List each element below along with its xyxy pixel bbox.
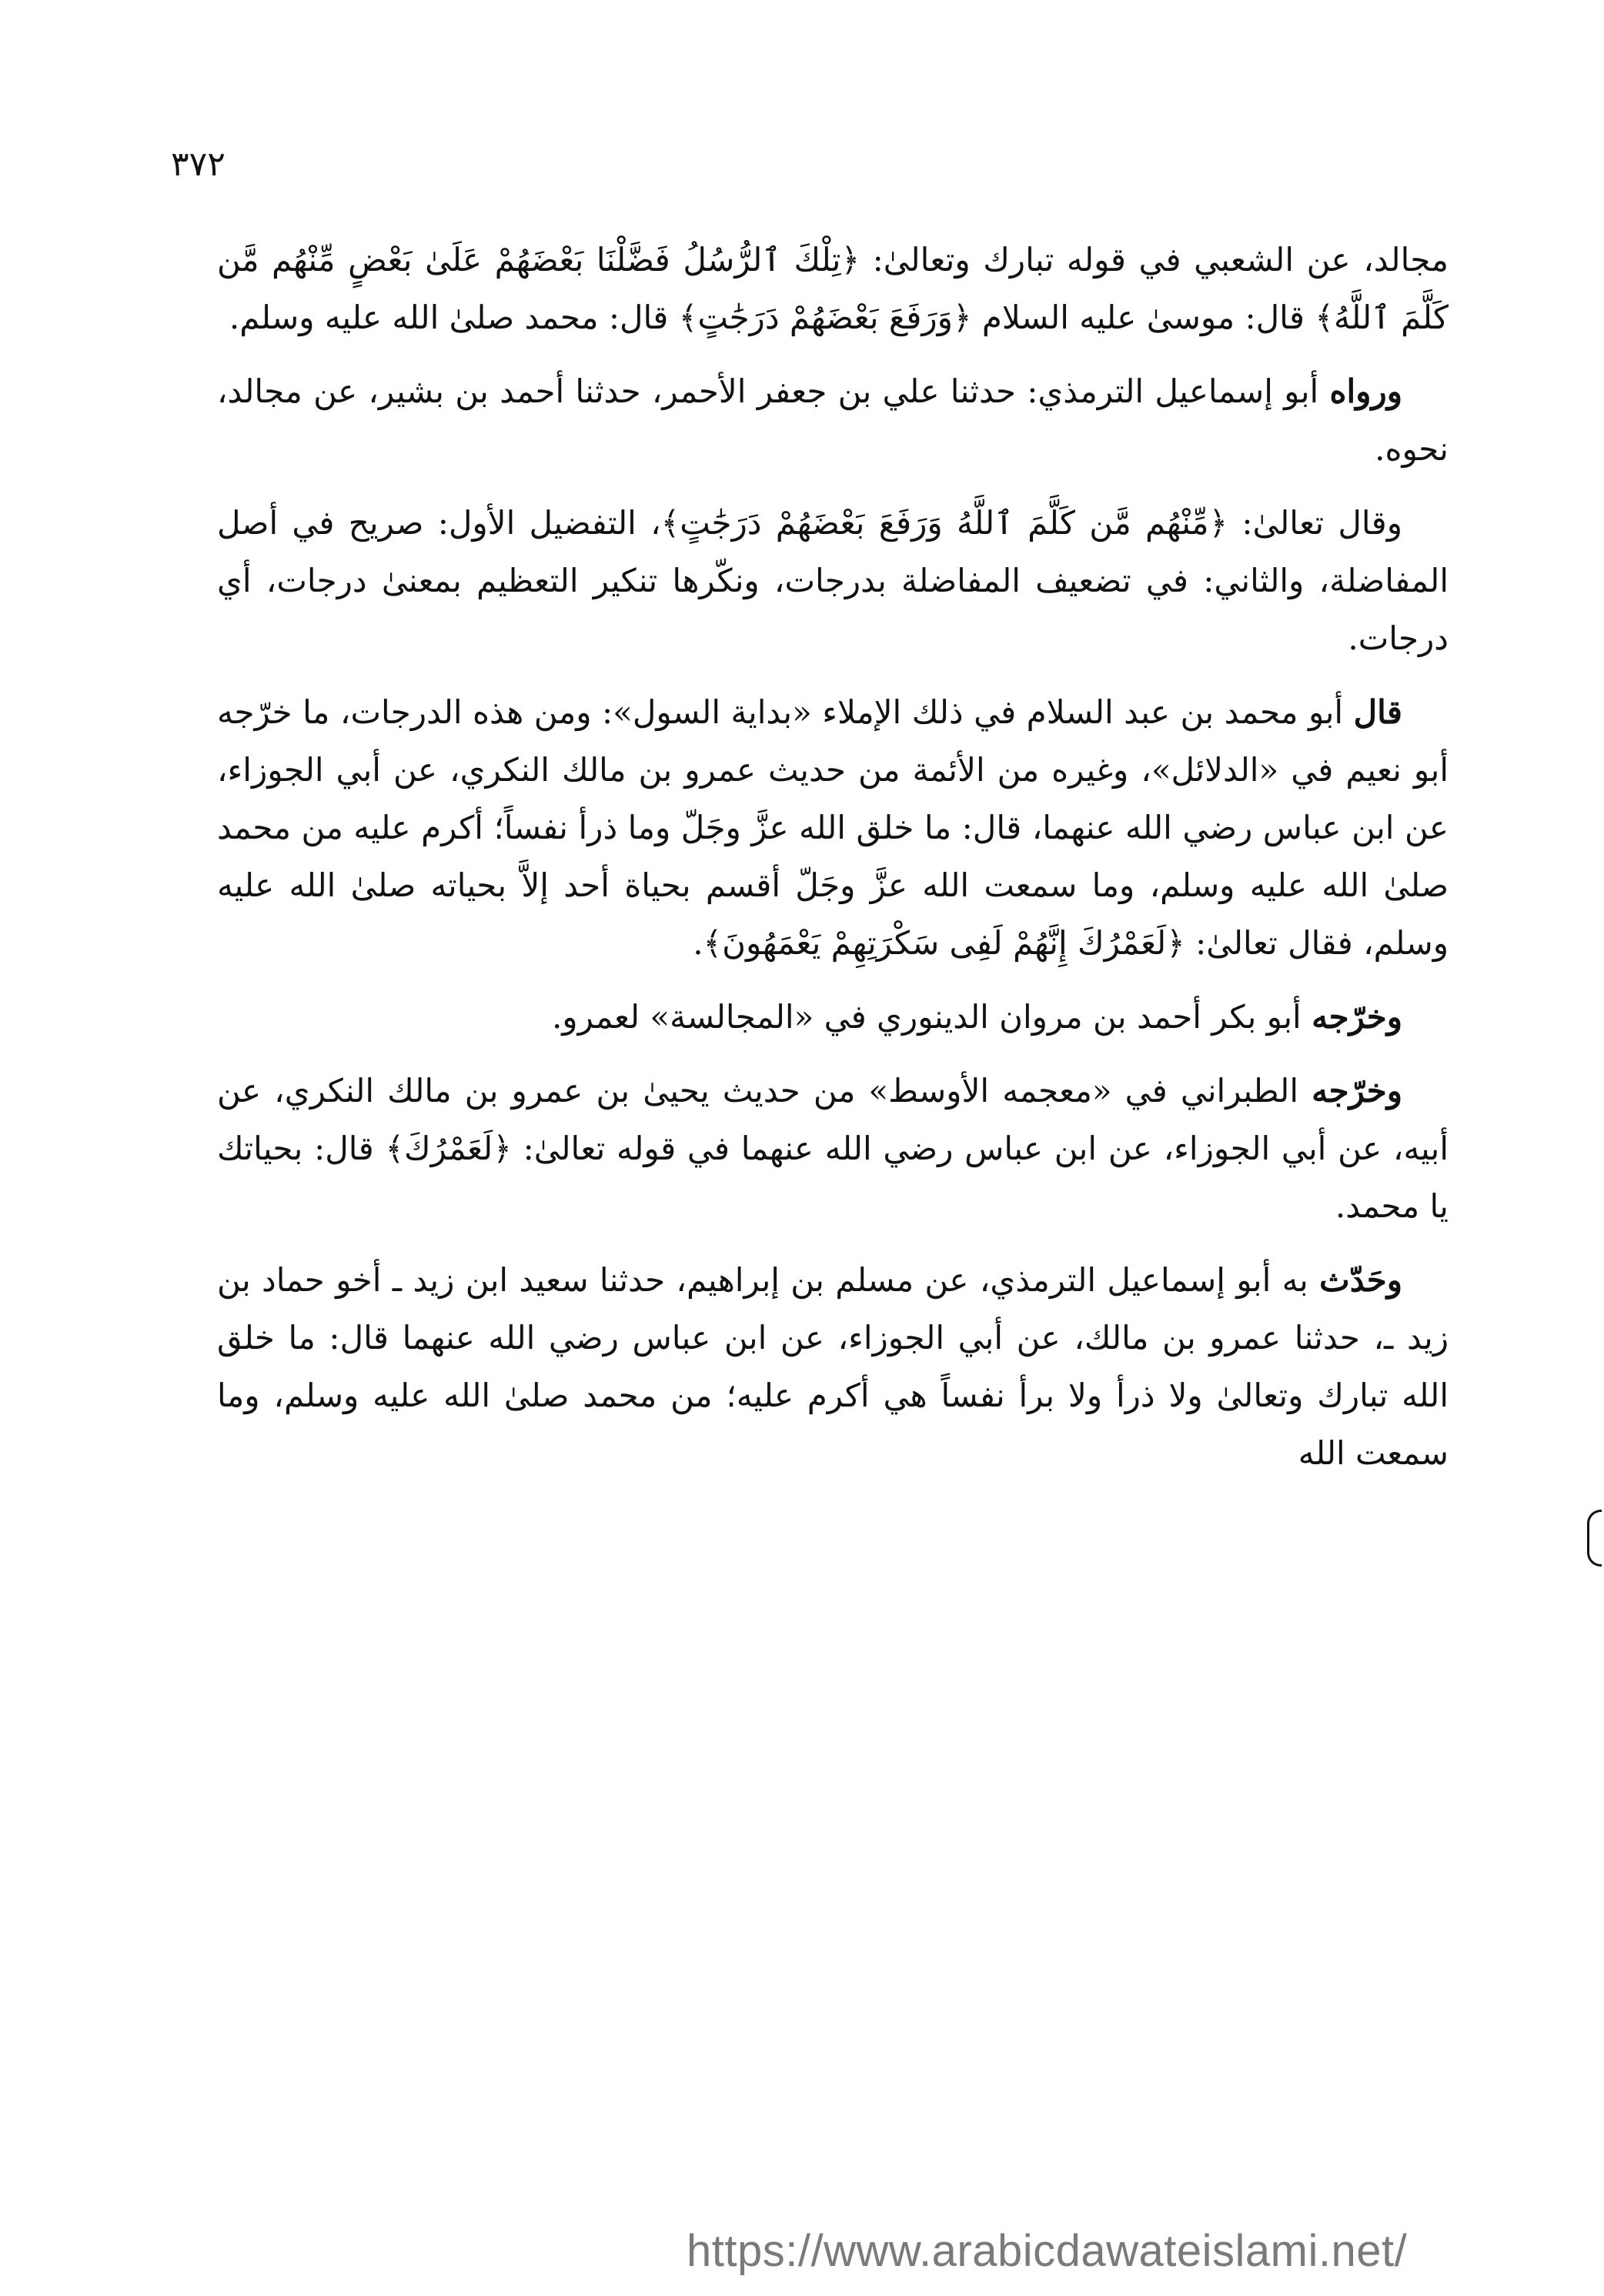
paragraph-lead: وخرّجه [1312,1072,1402,1110]
paragraph-7 [217,1251,1449,1482]
paragraph-text: الطبراني في «معجمه الأوسط» من حديث يحيىٰ بن عمرو بن مالك النكري، عن أبيه، عن أبي الجوزاء، عن ابن عباس رضي الله عنهما في قوله تعالىٰ: ﴿لَعَمْرُكَ﴾ قال: بحياتك يا محمد. [217,1072,1449,1225]
main-text [217,231,1449,1498]
paragraph-6 [217,1062,1449,1235]
paragraph-5 [217,988,1449,1046]
paragraph-2 [217,362,1449,478]
paragraph-lead: وحَدّث [1319,1261,1402,1299]
paragraph-1 [217,231,1449,346]
url-watermark: https://www.arabicdawateislami.net/ [687,2226,1408,2276]
paragraph-lead: قال [1353,693,1402,731]
binding-edge-mark [1587,1510,1602,1567]
paragraph-text: به أبو إسماعيل الترمذي، عن مسلم بن إبراهيم، حدثنا سعيد ابن زيد ـ أخو حماد بن زيد ـ، حدثنا عمرو بن مالك، عن أبي الجوزاء، عن ابن عباس رضي الله عنهما قال: ما خلق الله تبارك وتعالىٰ ولا ذرأ ولا برأ نفساً هي أكرم عليه؛ من محمد صلىٰ الله عليه وسلم، وما سمعت الله [217,1261,1449,1472]
paragraph-3 [217,494,1449,667]
paragraph-text: وقال تعالىٰ: ﴿مِّنْهُم مَّن كَلَّمَ ٱللَّهُ وَرَفَعَ بَعْضَهُمْ دَرَجَٰتٍ﴾، التفضيل الأول: صريح في أصل المفاضلة، والثاني: في تضعيف المفاضلة بدرجات، ونكّرها تنكير التعظيم بمعنىٰ درجات، أي درجات. [217,504,1449,657]
page-number: ٣٧٢ [171,145,226,184]
paragraph-lead: وخرّجه [1312,998,1402,1036]
paragraph-text: مجالد، عن الشعبي في قوله تبارك وتعالىٰ: ﴿تِلْكَ ٱلرُّسُلُ فَضَّلْنَا بَعْضَهُمْ عَلَىٰ بَعْضٍ مِّنْهُم مَّن كَلَّمَ ٱللَّهُ﴾ قال: موسىٰ عليه السلام ﴿وَرَفَعَ بَعْضَهُمْ دَرَجَٰتٍ﴾ قال: محمد صلىٰ الله عليه وسلم. [217,241,1449,336]
paragraph-4 [217,683,1449,972]
paragraph-text: أبو محمد بن عبد السلام في ذلك الإملاء «بداية السول»: ومن هذه الدرجات، ما خرّجه أبو نعيم في «الدلائل»، وغيره من الأئمة من حديث عمرو بن مالك النكري، عن أبي الجوزاء، عن ابن عباس رضي الله عنهما، قال: ما خلق الله عزَّ وجَلّ وما ذرأ نفساً؛ أكرم عليه من محمد صلىٰ الله عليه وسلم، وما سمعت الله عزَّ وجَلّ أقسم بحياة أحد إلاَّ بحياته صلىٰ الله عليه وسلم، فقال تعالىٰ: ﴿لَعَمْرُكَ إِنَّهُمْ لَفِى سَكْرَتِهِمْ يَعْمَهُونَ﴾. [217,693,1449,962]
paragraph-text: أبو إسماعيل الترمذي: حدثنا علي بن جعفر الأحمر، حدثنا أحمد بن بشير، عن مجالد، نحوه. [217,372,1449,468]
paragraph-text: أبو بكر أحمد بن مروان الدينوري في «المجالسة» لعمرو. [551,998,1312,1036]
paragraph-lead: ورواه [1329,372,1402,410]
